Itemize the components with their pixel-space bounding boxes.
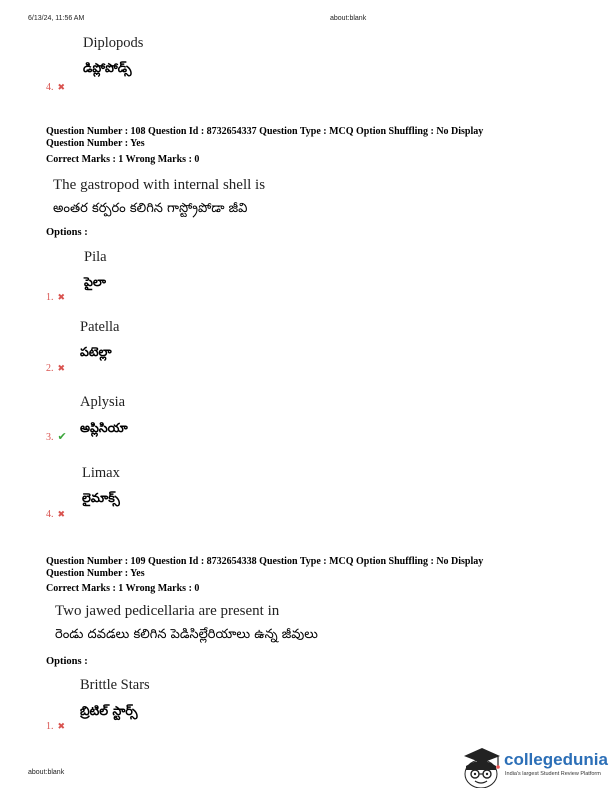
print-datetime: 6/13/24, 11:56 AM [28, 15, 85, 22]
question-marks: Correct Marks : 1 Wrong Marks : 0 [46, 154, 200, 165]
option-english: Brittle Stars [80, 677, 150, 693]
cross-icon: ✖ [57, 364, 66, 374]
brand-name: collegedunia [504, 750, 608, 769]
options-label: Options : [46, 227, 88, 238]
mascot-icon [460, 744, 502, 788]
option-number-row [46, 358, 65, 376]
option-telugu: బ్రిటిల్ స్టార్స్ [80, 703, 138, 718]
option-english: Aplysia [80, 394, 126, 410]
cross-icon: ✖ [57, 83, 66, 93]
option-number-row [46, 287, 65, 305]
option-number: 4. [46, 82, 54, 93]
option-number: 1. [46, 292, 54, 303]
option-number: 1. [46, 721, 54, 732]
option-telugu: అప్లిసియా [80, 420, 128, 435]
option-english: Patella [80, 319, 120, 335]
question-marks: Correct Marks : 1 Wrong Marks : 0 [46, 583, 200, 594]
option-telugu: డిప్లోపోడ్స్ [83, 60, 132, 75]
check-icon: ✔ [57, 430, 67, 443]
question-text-english: Two jawed pedicellaria are present in [55, 603, 280, 619]
option-number-row [46, 77, 65, 95]
question-meta: Question Number : 109 Question Id : 8732654338 Question Type : MCQ Option Shuffling : No Display [46, 556, 484, 567]
print-url: about:blank [330, 15, 367, 22]
print-footer-url: about:blank [28, 769, 65, 776]
cross-icon: ✖ [57, 293, 66, 303]
option-telugu: పైలా [84, 274, 106, 289]
option-english: Diplopods [83, 35, 144, 51]
option-number: 3. [46, 432, 54, 443]
option-english: Pila [84, 249, 107, 265]
options-label: Options : [46, 656, 88, 667]
question-meta-display: Question Number : Yes [46, 138, 145, 149]
option-number: 4. [46, 509, 54, 520]
question-meta-display: Question Number : Yes [46, 568, 145, 579]
option-number-row [46, 427, 67, 445]
option-number-row [46, 716, 65, 734]
question-meta: Question Number : 108 Question Id : 8732654337 Question Type : MCQ Option Shuffling : No Display [46, 126, 484, 137]
cross-icon: ✖ [57, 510, 66, 520]
option-number: 2. [46, 363, 54, 374]
question-text-telugu: రెండు దవడలు కలిగిన పెడిసిల్లేరియాలు ఉన్న జీవులు [55, 627, 318, 642]
question-text-telugu: అంతర కర్పరం కలిగిన గాస్ట్రోపోడా జీవి [53, 201, 248, 216]
cross-icon: ✖ [57, 722, 66, 732]
brand-tagline: India's largest Student Review Platform [505, 771, 601, 777]
option-telugu: పటెల్లా [80, 344, 112, 359]
question-text-english: The gastropod with internal shell is [53, 177, 266, 193]
option-telugu: లైమాక్స్ [82, 490, 120, 505]
option-number-row [46, 504, 65, 522]
option-english: Limax [82, 465, 120, 481]
collegedunia-logo [460, 744, 610, 788]
